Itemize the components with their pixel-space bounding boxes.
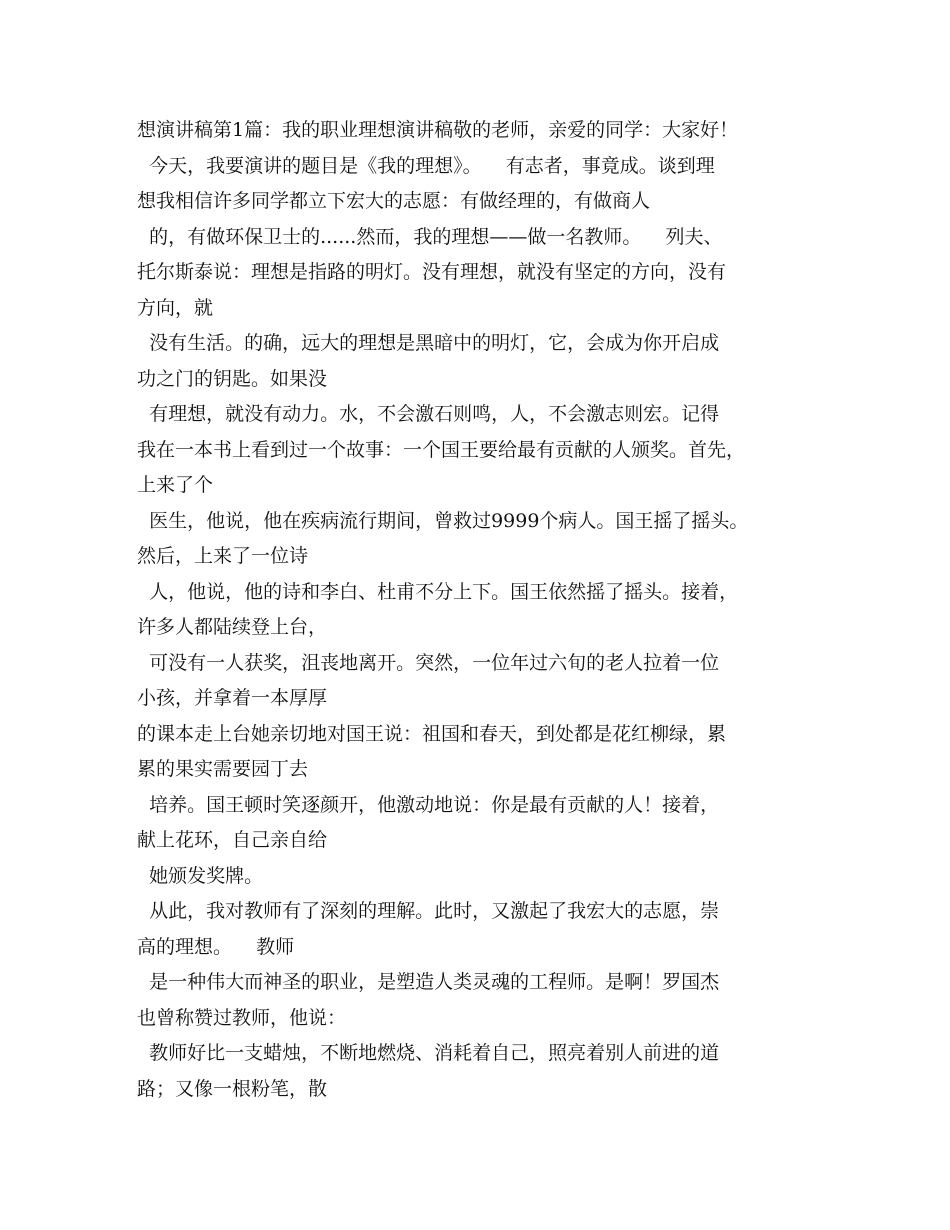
text-line: 方向，就 [137, 296, 214, 319]
text-line: 培养。国王顿时笑逐颜开，他激动地说：你是最有贡献的人！接着， [137, 793, 720, 816]
text-line: 有理想，就没有动力。水，不会激石则鸣，人，不会激志则宏。记得 [137, 403, 720, 425]
text-line: 今天，我要演讲的题目是《我的理想》。 有志者，事竟成。谈到理 [137, 154, 715, 177]
text-line: 托尔斯泰说：理想是指路的明灯。没有理想，就没有坚定的方向，没有 [137, 261, 727, 283]
text-line: 的，有做环保卫士的......然而，我的理想——做一名教师。 列夫、 [137, 225, 723, 248]
text-line: 是一种伟大而神圣的职业，是塑造人类灵魂的工程师。是啊！罗国杰 [137, 971, 720, 993]
text-line: 的课本走上台她亲切地对国王说：祖国和春天，到处都是花红柳绿，累 [137, 722, 727, 745]
document-body [137, 113, 827, 1107]
text-line: 累的果实需要园丁去 [137, 758, 309, 780]
text-line: 然后，上来了一位诗 [137, 545, 309, 567]
text-line: 想我相信许多同学都立下宏大的志愿：有做经理的，有做商人 [137, 190, 651, 212]
text-line: 小孩，并拿着一本厚厚 [137, 687, 328, 709]
text-line: 献上花环，自己亲自给 [137, 829, 328, 851]
text-line: 想演讲稿第1篇：我的职业理想演讲稿敬的老师，亲爱的同学：大家好！ [137, 119, 739, 141]
text-line: 没有生活。的确，远大的理想是黑暗中的明灯，它，会成为你开启成 [137, 332, 720, 354]
text-line: 我在一本书上看到过一个故事：一个国王要给最有贡献的人颁奖。首先， [137, 438, 746, 461]
text-line: 路；又像一根粉笔，散 [137, 1077, 328, 1100]
text-line: 功之门的钥匙。如果没 [137, 367, 328, 390]
text-line: 上来了个 [137, 474, 214, 496]
text-line: 高的理想。 教师 [137, 935, 295, 958]
text-line: 从此，我对教师有了深刻的理解。此时，又激起了我宏大的志愿，崇 [137, 900, 720, 922]
text-line: 也曾称赞过教师，他说： [137, 1006, 347, 1029]
text-line: 她颁发奖牌。 [137, 864, 264, 887]
text-line: 教师好比一支蜡烛，不断地燃烧、消耗着自己，照亮着别人前进的道 [137, 1042, 720, 1064]
text-line: 可没有一人获奖，沮丧地离开。突然，一位年过六旬的老人拉着一位 [137, 651, 720, 674]
text-line: 人，他说，他的诗和李白、杜甫不分上下。国王依然摇了摇头。接着， [137, 580, 739, 603]
text-line: 许多人都陆续登上台， [137, 616, 328, 638]
text-line: 医生，他说，他在疾病流行期间，曾救过9999个病人。国王摇了摇头。 [137, 509, 749, 532]
